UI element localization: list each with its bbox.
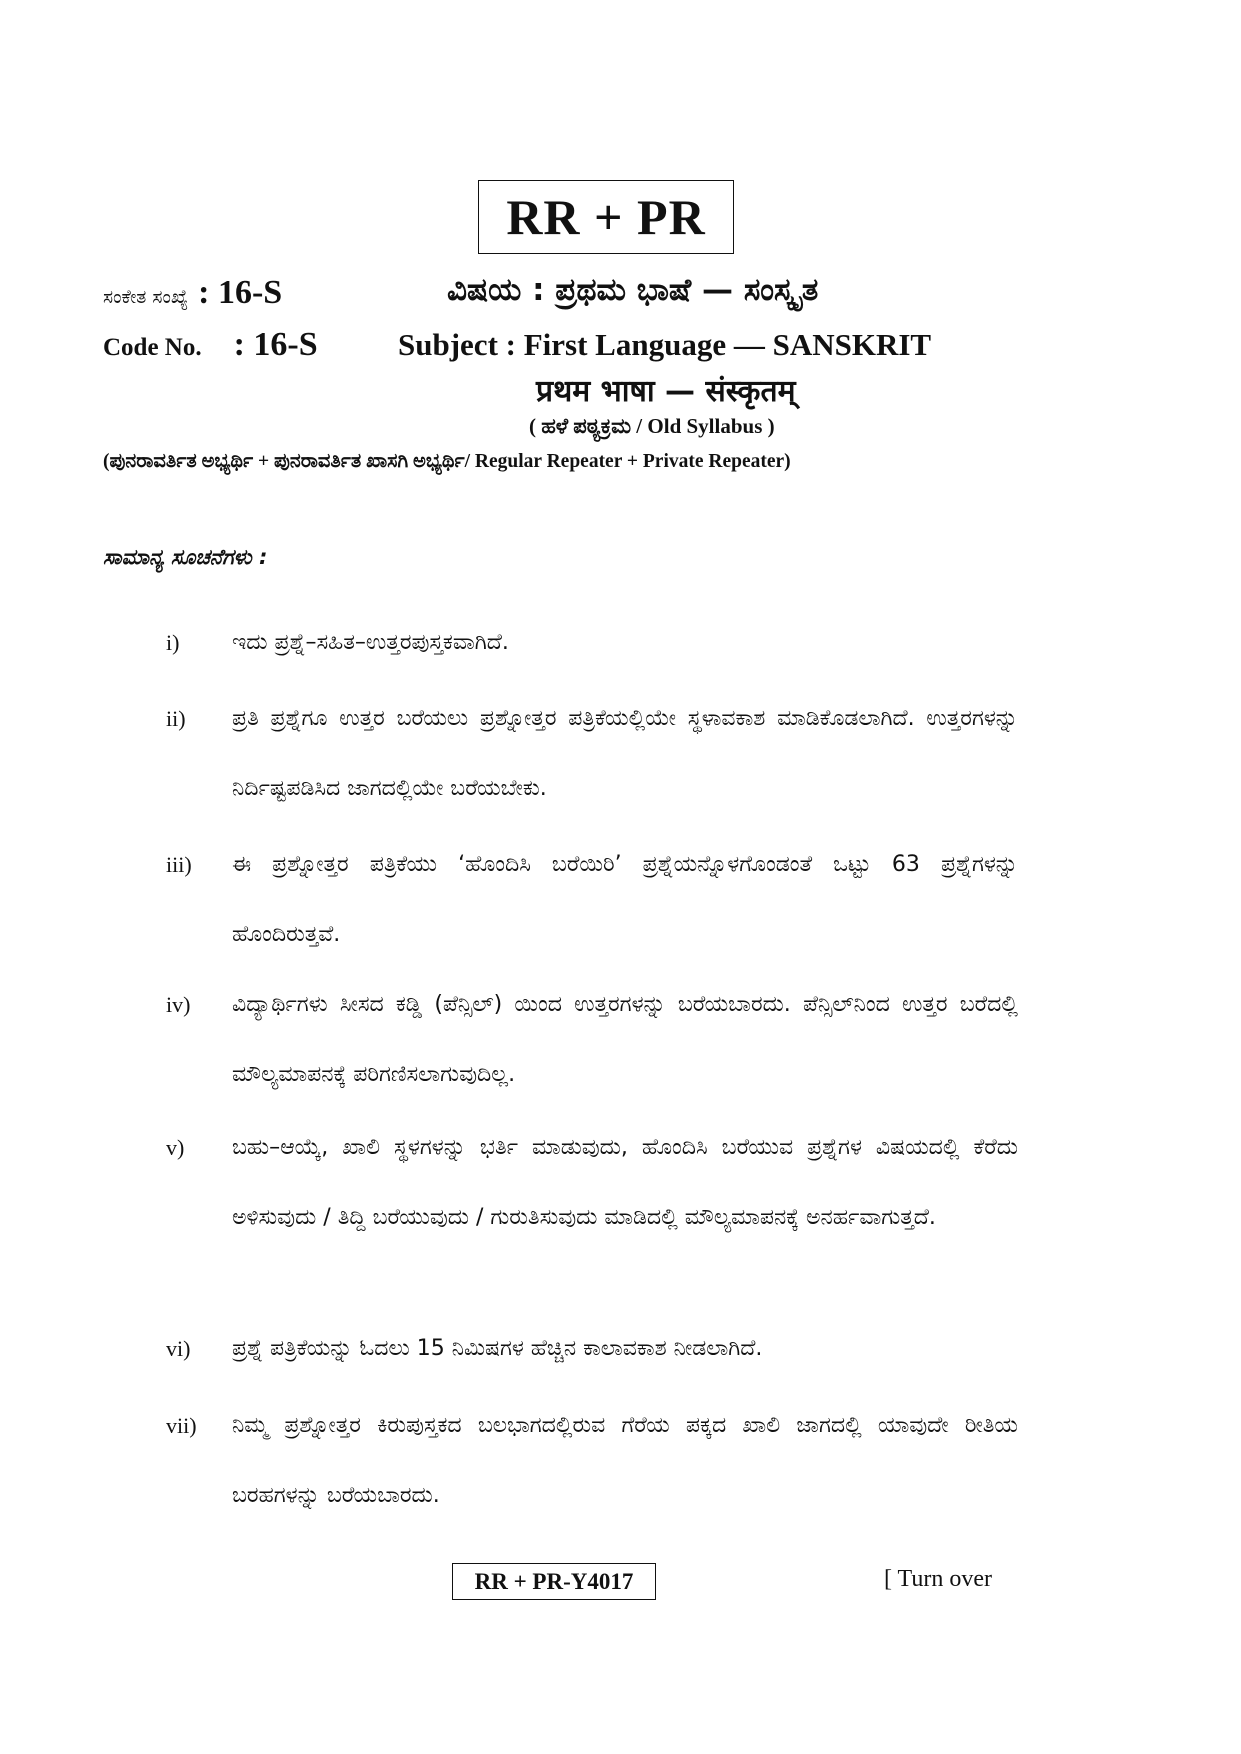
- syllabus-label: ( ಹಳೆ ಪಠ್ಯಕ್ರಮ / Old Syllabus ): [529, 414, 775, 438]
- turn-over-label: [ Turn over: [884, 1566, 993, 1592]
- instruction-number: ii): [166, 706, 186, 731]
- instruction-text: ಪ್ರತಿ ಪ್ರಶ್ನೆಗೂ ಉತ್ತರ ಬರೆಯಲು ಪ್ರಶ್ನೋತ್ತರ ಪತ್ರಿಕೆಯಲ್ಲಿಯೇ ಸ್ಥಳಾವಕಾಶ ಮಾಡಿಕೊಡಲಾಗಿದೆ. ಉತ್ತರಗಳನ್ನು ನಿರ್ದಿಷ್ಟಪಡಿಸಿದ ಜಾಗದಲ್ಲಿಯೇ ಬರೆಯಬೇಕು.: [232, 706, 1018, 801]
- instruction-text: ಈ ಪ್ರಶ್ನೋತ್ತರ ಪತ್ರಿಕೆಯು ‘ಹೊಂದಿಸಿ ಬರೆಯಿರಿ’ ಪ್ರಶ್ನೆಯನ್ನೊಳಗೊಂಡಂತೆ ಒಟ್ಟು 63 ಪ್ರಶ್ನೆಗಳನ್ನು ಹೊಂದಿರುತ್ತವೆ.: [232, 852, 1018, 947]
- instruction-number: iv): [166, 992, 191, 1017]
- instruction-text: ಬಹು–ಆಯ್ಕೆ, ಖಾಲಿ ಸ್ಥಳಗಳನ್ನು ಭರ್ತಿ ಮಾಡುವುದು, ಹೊಂದಿಸಿ ಬರೆಯುವ ಪ್ರಶ್ನೆಗಳ ವಿಷಯದಲ್ಲಿ ಕೆರೆದು ಅಳಿಸುವುದು / ತಿದ್ದಿ ಬರೆಯುವುದು / ಗುರುತಿಸುವುದು ಮಾಡಿದಲ್ಲಿ ಮೌಲ್ಯಮಾಪನಕ್ಕೆ ಅನರ್ಹವಾಗುತ್ತದೆ.: [232, 1135, 1018, 1230]
- paper-title: RR + PR: [478, 180, 734, 254]
- instruction-number: v): [166, 1135, 185, 1160]
- code-label-english: Code No.: [103, 334, 202, 361]
- instructions-heading: ಸಾಮಾನ್ಯ ಸೂಚನೆಗಳು :: [103, 545, 268, 569]
- subject-english: Subject : First Language — SANSKRIT: [398, 327, 932, 362]
- paper-code-footer: RR + PR-Y4017: [452, 1563, 656, 1600]
- code-row-kannada: [103, 274, 282, 312]
- code-value-english: : 16-S: [233, 326, 318, 363]
- code-row-english: [103, 326, 318, 364]
- subject-hindi: प्रथम भाषा — संस्कृतम्: [536, 374, 796, 409]
- code-label-kannada: ಸಂಕೇತ ಸಂಖ್ಯೆ: [103, 286, 189, 308]
- instruction-number: vii): [166, 1413, 197, 1438]
- candidate-type: (ಪುನರಾವರ್ತಿತ ಅಭ್ಯರ್ಥಿ + ಪುನರಾವರ್ತಿತ ಖಾಸಗಿ ಅಭ್ಯರ್ಥಿ/ Regular Repeater + Private Repeater): [103, 451, 791, 472]
- code-value: : 16-S: [198, 274, 283, 311]
- instruction-text: ವಿದ್ಯಾರ್ಥಿಗಳು ಸೀಸದ ಕಡ್ಡಿ (ಪೆನ್ಸಿಲ್) ಯಿಂದ ಉತ್ತರಗಳನ್ನು ಬರೆಯಬಾರದು. ಪೆನ್ಸಿಲ್‌ನಿಂದ ಉತ್ತರ ಬರೆದಲ್ಲಿ ಮೌಲ್ಯಮಾಪನಕ್ಕೆ ಪರಿಗಣಿಸಲಾಗುವುದಿಲ್ಲ.: [232, 992, 1018, 1087]
- instruction-number: vi): [166, 1336, 191, 1361]
- instruction-text: ಇದು ಪ್ರಶ್ನೆ–ಸಹಿತ–ಉತ್ತರಪುಸ್ತಕವಾಗಿದೆ.: [232, 630, 509, 655]
- subject-kannada: ವಿಷಯ : ಪ್ರಥಮ ಭಾಷೆ — ಸಂಸ್ಕೃತ: [447, 272, 819, 308]
- instruction-number: iii): [166, 852, 192, 877]
- instruction-text: ಪ್ರಶ್ನೆ ಪತ್ರಿಕೆಯನ್ನು ಓದಲು 15 ನಿಮಿಷಗಳ ಹೆಚ್ಚಿನ ಕಾಲಾವಕಾಶ ನೀಡಲಾಗಿದೆ.: [232, 1336, 763, 1361]
- instruction-number: i): [166, 630, 180, 655]
- instruction-text: ನಿಮ್ಮ ಪ್ರಶ್ನೋತ್ತರ ಕಿರುಪುಸ್ತಕದ ಬಲಭಾಗದಲ್ಲಿರುವ ಗೆರೆಯ ಪಕ್ಕದ ಖಾಲಿ ಜಾಗದಲ್ಲಿ ಯಾವುದೇ ರೀತಿಯ ಬರಹಗಳನ್ನು ಬರೆಯಬಾರದು.: [232, 1413, 1018, 1508]
